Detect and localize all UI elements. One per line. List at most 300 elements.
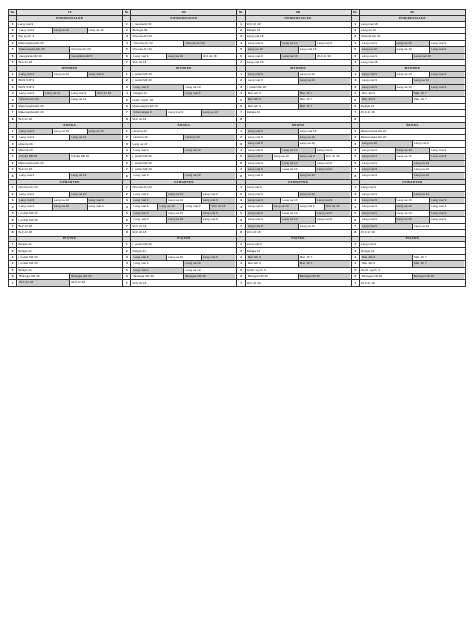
period-number: 7: [351, 223, 359, 229]
period-number: 1: [351, 242, 359, 248]
period-header: Nr.: [9, 10, 17, 16]
lesson-group: Lang mat 9: [315, 167, 350, 172]
lesson-group: Lang ua 10: [412, 167, 464, 172]
period-number: 6: [9, 103, 17, 109]
period-number: 8: [351, 230, 359, 236]
lesson-split: [247, 41, 350, 46]
lesson-cell: [245, 217, 351, 223]
lesson-group: W-F dz 18: [201, 54, 236, 59]
lesson-group: Lang mat 9: [247, 78, 263, 83]
period-number: 6: [351, 160, 359, 166]
lesson-group: Lang mat 9: [429, 204, 464, 209]
lesson-cell: WOS SJP 9: [17, 84, 123, 90]
lesson-split: [132, 85, 235, 90]
lesson-split: [132, 54, 235, 59]
lesson-cell: [359, 261, 465, 267]
lesson-group: Lang ua 10: [166, 217, 201, 222]
lesson-cell: Matematyka EK 20: [17, 40, 123, 46]
lesson-cell: Religia 44: [359, 248, 465, 254]
lesson-cell: [245, 78, 351, 84]
lesson-group: Lang mat 9: [87, 198, 122, 203]
lesson-split: [247, 161, 350, 166]
lesson-cell: [245, 261, 351, 267]
lesson-group: Lang mat 9: [247, 160, 263, 165]
lesson-split: [361, 261, 464, 266]
lesson-split: [247, 217, 350, 222]
lesson-group: Lang mat 9: [19, 134, 35, 139]
lesson-group: Mat. EK 9: [361, 255, 412, 260]
lesson-cell: [245, 210, 351, 216]
lesson-group: Mat. JK 7: [298, 104, 350, 109]
period-number: 8: [237, 116, 245, 122]
lesson-cell: W-F dz 18: [17, 59, 123, 65]
lesson-group: W-F dz 18: [18, 280, 69, 285]
period-number: 1: [123, 21, 131, 27]
day-name: CZWARTEK: [359, 179, 465, 185]
lesson-split: [361, 167, 464, 172]
period-number: 5: [9, 210, 17, 216]
lesson-group: Lang mat 9: [69, 91, 95, 96]
lesson-group: Lang mat 9: [315, 148, 350, 153]
lesson-group: Lang ua 10: [247, 47, 298, 52]
lesson-cell: [359, 217, 465, 223]
lesson-group: Lang mat 9: [201, 255, 236, 260]
lesson-group: Biologia OR 30: [412, 274, 464, 279]
period-number: 4: [237, 261, 245, 267]
lesson-cell: j. niemiecki 30: [131, 21, 237, 27]
lesson-cell: [17, 280, 123, 286]
period-number: 4: [9, 261, 17, 267]
lesson-group: Lang mat 9: [361, 85, 395, 90]
lesson-group: Lang ua 10: [87, 28, 122, 33]
lesson-cell: Religia 44: [17, 248, 123, 254]
lesson-cell: [17, 128, 123, 134]
period-number: 1: [9, 128, 17, 134]
period-number: 2: [237, 248, 245, 254]
lesson-cell: [245, 40, 351, 46]
lesson-group: Lang ua 10: [280, 167, 315, 172]
lesson-cell: [245, 53, 351, 59]
period-number: 6: [237, 217, 245, 223]
lesson-split: [132, 268, 235, 273]
period-number: 2: [123, 248, 131, 254]
period-number: 3: [237, 141, 245, 147]
lesson-split: [247, 167, 350, 172]
lesson-group: Mat. EK 9: [247, 91, 261, 96]
lesson-cell: [359, 141, 465, 147]
period-header: Nr.: [237, 10, 245, 16]
lesson-cell: Chemia AU 20: [131, 34, 237, 40]
lesson-group: Lang mat 9: [298, 204, 324, 209]
period-number: 3: [9, 198, 17, 204]
lesson-group: Lang mat 9: [133, 173, 149, 178]
lesson-split: [18, 173, 121, 178]
lesson-group: Informatyka 9: [132, 110, 166, 115]
lesson-cell: [245, 71, 351, 77]
period-number: 2: [9, 134, 17, 140]
lesson-group: Lang ua 10: [298, 173, 350, 178]
lesson-group: Lang ua 10: [298, 141, 350, 146]
lesson-split: [361, 72, 464, 77]
lesson-split: [361, 211, 464, 216]
lesson-group: Lang mat 9: [429, 148, 464, 153]
lesson-cell: W-F dz 18: [131, 230, 237, 236]
lesson-split: [361, 91, 464, 96]
lesson-cell: Chemia AU 20: [359, 34, 465, 40]
lesson-cell: [359, 198, 465, 204]
lesson-cell: [131, 254, 237, 260]
lesson-group: Lang ua 10: [395, 72, 430, 77]
lesson-cell: [131, 91, 237, 97]
lesson-group: Lang ua 10: [395, 198, 430, 203]
lesson-cell: j. polski MZ 20: [17, 254, 123, 260]
lesson-group: Fizyka RB 20: [18, 154, 69, 159]
lesson-group: Biologia OR 30: [133, 274, 154, 278]
period-number: 5: [351, 47, 359, 53]
lesson-group: Lang ua 10: [395, 154, 430, 159]
lesson-cell: Lang mat 9: [245, 185, 351, 191]
lesson-split: [361, 85, 464, 90]
day-name: CZWARTEK: [131, 179, 237, 185]
lesson-group: Lang mat 9: [247, 141, 298, 146]
lesson-group: Lang ua 10: [166, 54, 201, 59]
day-name: ŚRODA: [131, 123, 237, 129]
period-number: 6: [9, 274, 17, 280]
lesson-cell: [131, 267, 237, 273]
period-number: 3: [123, 34, 131, 40]
period-number: 7: [9, 280, 17, 286]
lesson-split: [132, 274, 235, 279]
lesson-split: [18, 97, 121, 102]
period-number: 6: [123, 160, 131, 166]
period-number: 3: [123, 141, 131, 147]
period-number: 5: [9, 47, 17, 53]
lesson-group: Mat. JK 7: [298, 91, 350, 96]
lesson-group: Lang mat 9: [247, 211, 281, 216]
lesson-group: Lang mat 9: [133, 217, 149, 222]
lesson-group: Chemia AU 20: [183, 41, 235, 46]
lesson-group: Historia 20: [133, 134, 148, 139]
period-number: 2: [351, 134, 359, 140]
lesson-group: Lang ua 10: [298, 135, 350, 140]
day-name: WTOREK: [245, 66, 351, 72]
period-number: 3: [351, 254, 359, 260]
period-number: 4: [351, 147, 359, 153]
period-number: 3: [9, 141, 17, 147]
timetable: [8, 9, 466, 287]
period-number: 3: [237, 254, 245, 260]
lesson-split: [18, 274, 121, 279]
lesson-group: Lang mat 9: [87, 204, 122, 209]
period-number: 5: [351, 154, 359, 160]
lesson-group: Mat. EK 9: [361, 97, 412, 102]
lesson-cell: Religia 44: [17, 267, 123, 273]
lesson-cell: [359, 78, 465, 84]
lesson-group: Lang mat 9: [87, 72, 122, 77]
lesson-group: W-F dz 18: [209, 204, 235, 209]
lesson-group: Lang mat 9: [19, 27, 35, 32]
day-name: WTOREK: [17, 66, 123, 72]
lesson-split: [132, 198, 235, 203]
lesson-group: Lang ua 10: [166, 211, 201, 216]
lesson-group: Lang mat 9: [429, 154, 464, 159]
lesson-cell: W-F dz 18: [131, 116, 237, 122]
lesson-group: Lang mat 9: [315, 217, 350, 222]
lesson-cell: [359, 47, 465, 53]
lesson-split: [361, 47, 464, 52]
lesson-group: Religia 44: [133, 91, 147, 96]
lesson-group: Lang mat 9: [19, 191, 35, 196]
lesson-group: Lang ua 10: [280, 41, 315, 46]
lesson-split: [18, 204, 121, 209]
lesson-cell: Historia 20: [17, 147, 123, 153]
lesson-cell: [359, 191, 465, 197]
period-number: 6: [351, 103, 359, 109]
lesson-cell: [359, 53, 465, 59]
period-number: 2: [9, 191, 17, 197]
lesson-split: [18, 91, 121, 96]
lesson-cell: j. polski MZ 20: [131, 71, 237, 77]
lesson-group: Mat. JK 7: [298, 97, 350, 102]
lesson-group: Lang ua 10: [280, 148, 315, 153]
period-number: 7: [123, 166, 131, 172]
period-number: 8: [351, 173, 359, 179]
lesson-split: [247, 78, 350, 83]
period-number: 7: [123, 223, 131, 229]
lesson-group: Lang mat 9: [132, 211, 166, 216]
day-name: ŚRODA: [17, 123, 123, 129]
day-name: CZWARTEK: [17, 179, 123, 185]
period-number: 2: [9, 248, 17, 254]
lesson-group: Lang ua 10: [52, 204, 87, 209]
lesson-group: Mat. EK 9: [247, 255, 298, 260]
period-number: 3: [123, 198, 131, 204]
lesson-group: Lang mat 9: [18, 72, 52, 77]
period-number: 6: [123, 217, 131, 223]
lesson-cell: W-F dz 18: [131, 59, 237, 65]
lesson-group: Lang ua 10: [280, 198, 315, 203]
lesson-group: Lang mat 9: [247, 40, 263, 45]
period-number: 2: [351, 78, 359, 84]
lesson-group: Lang mat 9: [18, 129, 52, 134]
period-number: 1: [351, 71, 359, 77]
class-header: 8A: [131, 10, 237, 16]
lesson-cell: [245, 204, 351, 210]
lesson-split: [132, 211, 235, 216]
period-number: 7: [123, 110, 131, 116]
class-header: 8C: [359, 10, 465, 16]
lesson-cell: Lang mat 9: [359, 185, 465, 191]
lesson-cell: [131, 110, 237, 116]
lesson-group: Lang ua 10: [183, 85, 235, 90]
period-number: 2: [351, 191, 359, 197]
period-number: 5: [237, 210, 245, 216]
lesson-group: Lang mat 9: [361, 53, 377, 58]
period-number: 7: [123, 59, 131, 65]
lesson-cell: [245, 103, 351, 109]
lesson-cell: [17, 191, 123, 197]
lesson-group: Lang ua 10: [69, 173, 121, 178]
lesson-cell: [17, 198, 123, 204]
lesson-group: Mat. EK 9: [247, 103, 261, 108]
lesson-split: [18, 47, 121, 52]
lesson-cell: Religia 44: [359, 103, 465, 109]
lesson-group: Lang mat 9: [429, 72, 464, 77]
lesson-split: [361, 97, 464, 102]
lesson-cell: [17, 71, 123, 77]
lesson-split: [18, 54, 121, 59]
lesson-split: [247, 274, 350, 279]
lesson-group: Lang mat 9: [247, 147, 263, 152]
lesson-row: [9, 280, 466, 286]
period-number: 5: [123, 267, 131, 273]
lesson-split: [247, 97, 350, 102]
lesson-group: Lang ua 10: [361, 47, 395, 52]
lesson-group: Lang mat 9: [19, 91, 35, 96]
period-number: 4: [123, 91, 131, 97]
period-number: 2: [123, 78, 131, 84]
lesson-group: Lang mat 9: [361, 160, 377, 165]
lesson-split: [361, 274, 464, 279]
lesson-cell: [131, 198, 237, 204]
lesson-group: Mat. JK 7: [412, 97, 464, 102]
lesson-group: Lang mat 9: [429, 85, 464, 90]
lesson-cell: Religia 44: [245, 248, 351, 254]
period-number: 5: [123, 97, 131, 103]
lesson-cell: [131, 134, 237, 140]
period-number: 1: [237, 21, 245, 27]
lesson-group: Lang ua 10: [166, 192, 201, 197]
period-number: 7: [9, 166, 17, 172]
lesson-group: Lang mat 9: [361, 40, 377, 45]
period-number: 2: [123, 191, 131, 197]
period-number: 7: [9, 223, 17, 229]
lesson-group: Lang mat 9: [429, 41, 464, 46]
lesson-group: Mat. JK 7: [298, 255, 350, 260]
period-number: 6: [237, 53, 245, 59]
lesson-group: Lang ua 10: [395, 204, 430, 209]
lesson-group: Lang mat 9: [183, 204, 209, 209]
lesson-cell: [359, 160, 465, 166]
lesson-cell: Matematyka EK 20: [17, 110, 123, 116]
lesson-group: Lang ua 10: [52, 72, 87, 77]
lesson-group: Lang mat 9: [132, 85, 183, 90]
lesson-split: [247, 54, 350, 59]
lesson-cell: Godz. wych. 9: [245, 267, 351, 273]
lesson-group: Lang mat 9: [132, 268, 183, 273]
lesson-group: Lang mat 9: [361, 167, 412, 172]
lesson-split: [132, 41, 235, 46]
lesson-cell: Chemia AU 20: [17, 185, 123, 191]
lesson-cell: W-F dz 18: [17, 230, 123, 236]
lesson-split: [361, 54, 464, 59]
lesson-cell: [245, 198, 351, 204]
lesson-cell: Lang mat 18: [359, 59, 465, 65]
lesson-split: [247, 91, 350, 96]
lesson-split: [361, 41, 464, 46]
period-number: 4: [9, 91, 17, 97]
lesson-cell: [359, 40, 465, 46]
period-number: 1: [351, 21, 359, 27]
lesson-cell: [359, 84, 465, 90]
timetable-body: [9, 10, 466, 287]
lesson-group: Lang mat 9: [429, 47, 464, 52]
lesson-cell: Lang ua 10: [131, 141, 237, 147]
period-header: Nr.: [123, 10, 131, 16]
period-number: 6: [237, 274, 245, 280]
lesson-cell: Matematyka EK 20: [359, 128, 465, 134]
lesson-group: Lang mat 9: [361, 224, 412, 229]
period-number: 2: [9, 78, 17, 84]
lesson-cell: W-F dz 18: [245, 230, 351, 236]
lesson-group: Lang ua 10: [183, 268, 235, 273]
day-name: ŚRODA: [245, 123, 351, 129]
lesson-group: Lang mat 9: [247, 134, 263, 139]
period-number: 1: [9, 242, 17, 248]
lesson-cell: [359, 223, 465, 229]
lesson-group: Biologia OR 30: [361, 274, 383, 278]
lesson-cell: [131, 53, 237, 59]
lesson-group: Lang mat 9: [247, 224, 298, 229]
lesson-group: Lang mat 9: [315, 198, 350, 203]
period-number: 7: [237, 223, 245, 229]
lesson-cell: Lang mat 18: [359, 21, 465, 27]
lesson-cell: W-F dz 18: [359, 280, 465, 286]
lesson-split: [361, 148, 464, 153]
period-number: 4: [9, 204, 17, 210]
lesson-group: Lang ua 10: [183, 148, 235, 153]
lesson-group: Lang ua 10: [395, 47, 430, 52]
lesson-group: Lang mat 9: [298, 154, 324, 159]
lesson-cell: j. polski MZ 20: [131, 78, 237, 84]
lesson-cell: [17, 53, 123, 59]
lesson-cell: WOS SJP 9: [17, 78, 123, 84]
period-number: 7: [237, 59, 245, 65]
period-number: 3: [123, 254, 131, 260]
period-number: 3: [9, 34, 17, 40]
period-number: 1: [237, 128, 245, 134]
lesson-split: [18, 129, 121, 134]
period-number: 4: [351, 261, 359, 267]
lesson-group: Lang ua 10: [412, 78, 464, 83]
period-header: Nr.: [351, 10, 359, 16]
lesson-split: [132, 135, 235, 140]
lesson-group: Mat. JK 7: [412, 261, 464, 266]
period-number: 4: [237, 91, 245, 97]
lesson-split: [18, 72, 121, 77]
lesson-group: Lang mat 9: [361, 198, 395, 203]
period-number: 5: [237, 154, 245, 160]
period-number: 6: [9, 217, 17, 223]
lesson-split: [247, 148, 350, 153]
period-number: 3: [9, 254, 17, 260]
period-number: 6: [123, 53, 131, 59]
lesson-split: [361, 154, 464, 159]
lesson-group: Mat. JK 7: [412, 255, 464, 260]
period-number: 5: [237, 267, 245, 273]
period-number: 6: [123, 103, 131, 109]
lesson-group: Lang ua 10: [69, 97, 121, 102]
period-number: 2: [237, 27, 245, 33]
lesson-split: [132, 192, 235, 197]
lesson-cell: W-F dz 18: [17, 166, 123, 172]
period-number: 2: [9, 27, 17, 33]
lesson-group: Mat. EK 9: [247, 261, 261, 266]
day-name: PONIEDZIAŁEK: [131, 16, 237, 22]
period-number: 8: [9, 173, 17, 179]
lesson-group: Lang ua 10: [52, 198, 87, 203]
day-name: WTOREK: [359, 66, 465, 72]
